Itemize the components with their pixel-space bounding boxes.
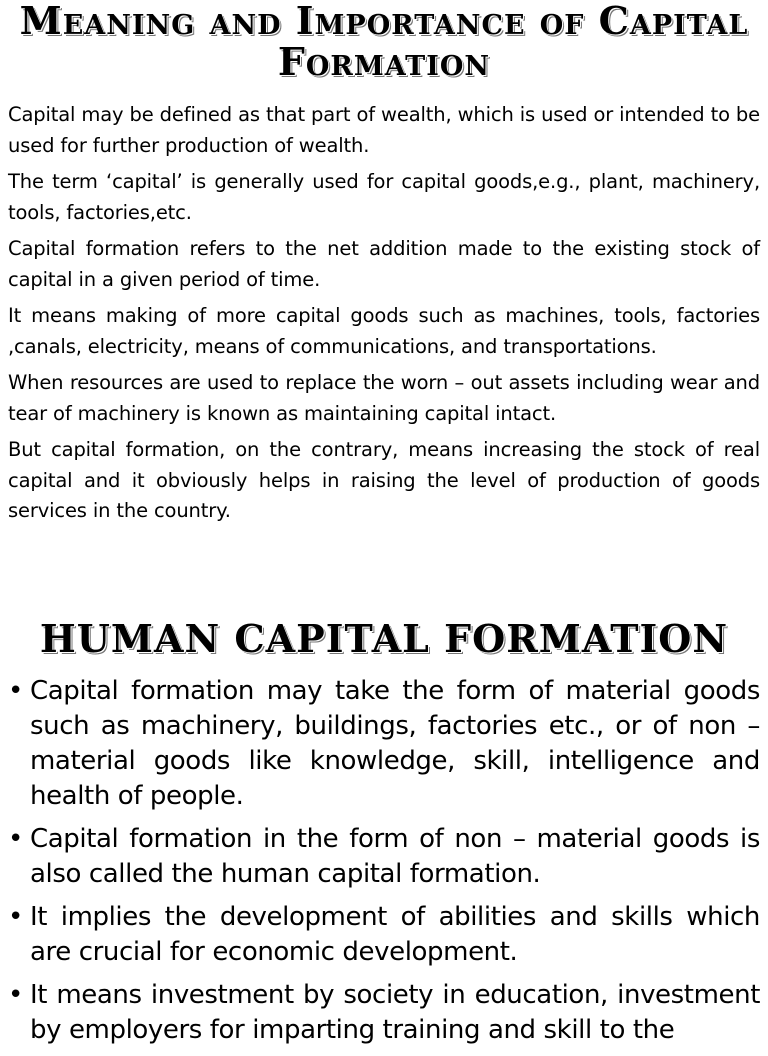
- section-title: HUMAN CAPITAL FORMATION: [39, 616, 729, 661]
- paragraph: It means making of more capital goods such as machines, tools, factories ,canals, electricity, means of communications, and transportations.: [8, 304, 760, 358]
- bullet-text: It implies the development of abilities and skills which are crucial for economic development.: [30, 902, 760, 967]
- paragraph: When resources are used to replace the worn – out assets including wear and tear of machinery is known as maintaining capital intact.: [8, 371, 760, 425]
- definition-paragraphs: [8, 100, 760, 533]
- paragraph: The term ‘capital’ is generally used for capital goods,e.g., plant, machinery, tools, factories,etc.: [8, 170, 760, 224]
- paragraph: But capital formation, on the contrary, means increasing the stock of real capital and it obviously helps in raising the level of production of goods services in the country.: [8, 438, 760, 522]
- bullet-icon: •: [8, 902, 23, 932]
- bullet-text: Capital formation in the form of non – material goods is also called the human capital formation.: [30, 824, 760, 889]
- paragraph: Capital may be defined as that part of wealth, which is used or intended to be used for further production of wealth.: [8, 103, 760, 157]
- bullet-icon: •: [8, 980, 23, 1010]
- list-item: [8, 822, 760, 892]
- bullet-text: It means investment by society in education, investment by employers for imparting training and skill to the: [30, 980, 760, 1045]
- bullet-icon: •: [8, 676, 23, 706]
- page-title: Meaning and Importance of Capital Formation: [19, 0, 749, 85]
- list-item: [8, 674, 760, 814]
- list-item: [8, 900, 760, 970]
- bullet-list: [8, 674, 760, 1056]
- list-item: [8, 978, 760, 1048]
- paragraph: Capital formation refers to the net addition made to the existing stock of capital in a given period of time.: [8, 237, 760, 291]
- bullet-text: Capital formation may take the form of material goods such as machinery, buildings, factories etc., or of non – material goods like knowledge, skill, intelligence and health of people.: [30, 676, 760, 811]
- bullet-icon: •: [8, 824, 23, 854]
